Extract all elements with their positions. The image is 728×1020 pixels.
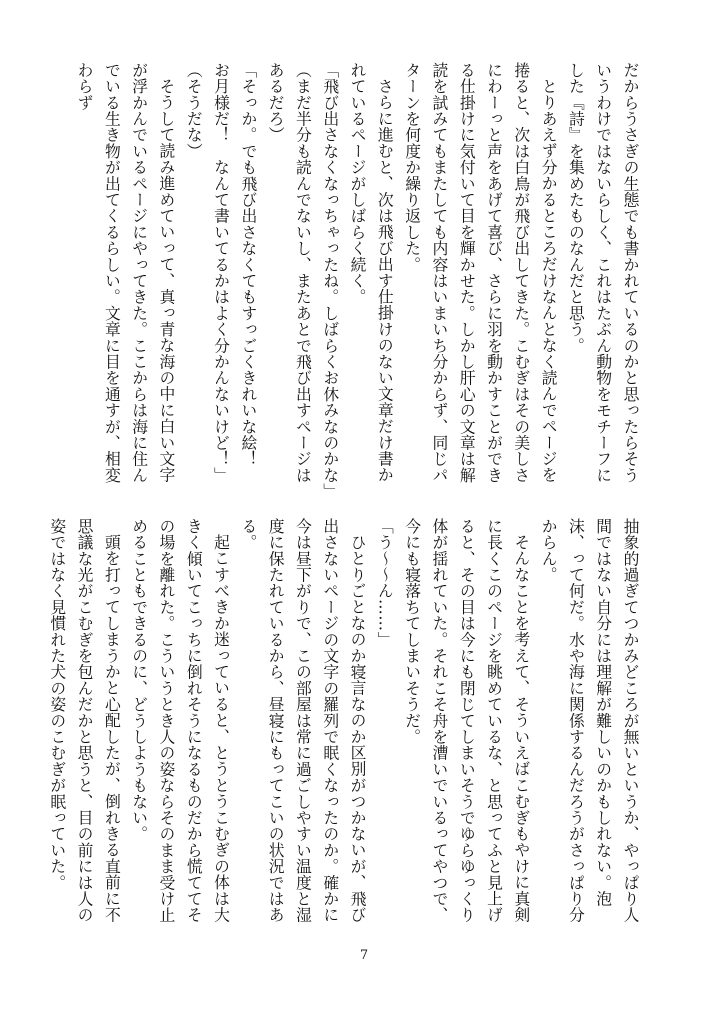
paragraph: 頭を打ってしまうかと心配したが、倒れきる直前に不思議な光がこむぎを包んだかと思うと、目の前には人の姿ではなく見慣れた犬の姿のこむぎが眠っていた。	[47, 518, 122, 923]
dialogue-line: 「う〜〜ん……」	[375, 518, 395, 648]
text-block-top	[75, 62, 644, 500]
thought-line: （そうだな）	[184, 62, 204, 160]
paragraph: ひとりごとなのか寝言なのか区別がつかないが、飛び出さないページの文字の羅列で眠くなったのか。確かに今は昼下がりで、この部屋は常に過ごしやすい温度と湿度に保たれているから、昼寝にもってこいの状況ではある。	[238, 518, 368, 923]
thought-line: （まだ半分も読んでないし、またあとで飛び出すページはあるだろ）	[266, 62, 313, 484]
paragraph: 抽象的過ぎてつかみどころが無いというか、やっぱり人間ではない自分には理解が難しいのかもしれない。泡沫、って何だ。水や海に関係するんだろうがさっぱり分からん。	[539, 518, 640, 923]
page-number: 7	[359, 948, 369, 963]
paragraph: そうして読み進めていって、真っ青な海の中に白い文字が浮かんでいるページにやってきた。ここからは海に住んでいる生き物が出てくるらしい。文章に目を通すが、相変わらず	[75, 62, 176, 484]
paragraph: 起こすべきか迷っていると、とうとうこむぎの体は大きく傾いてこっちに倒れそうになるものだから慌ててその場を離れた。こういうとき人の姿ならそのまま受け止めることもできるのに、どうしようもない。	[129, 518, 231, 923]
dialogue-line: 「飛び出さなくなっちゃったね。しばらくお休みなのかな」	[320, 62, 340, 500]
paragraph: さらに進むと、次は飛び出す仕掛けのない文章だけ書かれているページがしばらく続く。	[348, 62, 395, 483]
paragraph: だからうさぎの生態でも書かれているのかと思ったらそういうわけではないらしく、これはたぶん動物をモチーフにした『詩』を集めたものなんだと思う。	[566, 62, 640, 484]
paragraph: そんなことを考えて、そういえばこむぎもやけに真剣に長くこのページを眺めているな、と思ってふと見上げると、その目は今にも閉じてしまいそうでゆらゆっくり体が揺れていた。それこそ舟を漕いでいるってやつで、今にも寝落ちてしまいそうだ。	[402, 518, 531, 923]
dialogue-line: 「そっか。でも飛び出さなくてもすっごくきれいな絵！ お月様だ！ なんて書いてるかはよく分かんないけど！」	[211, 62, 258, 484]
paragraph: とりあえず分かるところだけなんとなく読んでページを捲ると、次は白鳥が飛び出してきた。こむぎはその美しさにわーっと声をあげて喜び、さらに羽を動かすことができる仕掛けに気付いて目を輝かせた。しかし肝心の文章は解読を試みてもまたしても内容はいまいち分からず、同じパターンを何度か繰り返した。	[402, 62, 559, 484]
text-block-bottom	[47, 518, 644, 930]
